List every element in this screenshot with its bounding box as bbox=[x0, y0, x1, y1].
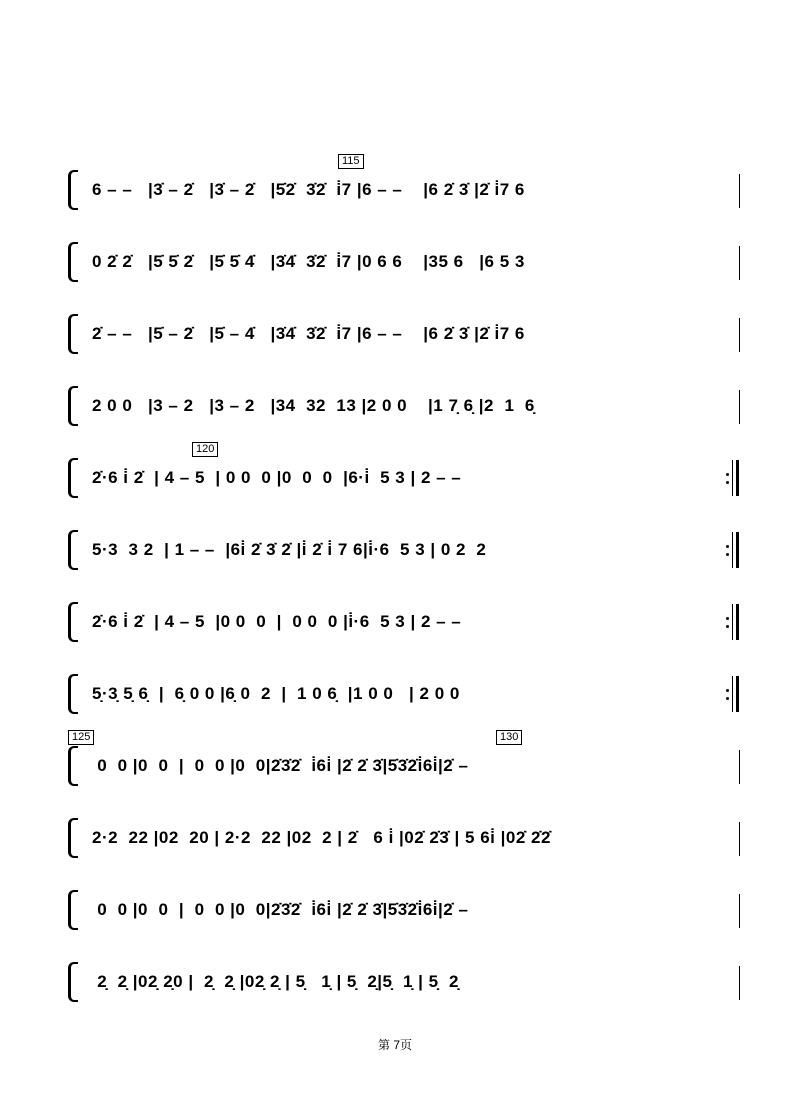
notation-line: 5·3 3 2 | 1 – – |6i̇ 2̇ 3̇ 2̇ |i̇ 2̇ i̇ 7 6|i̇·6 5 3 | 0 2 2 bbox=[92, 540, 487, 559]
staff-row bbox=[68, 962, 740, 1002]
brace bbox=[68, 746, 78, 786]
barline bbox=[739, 174, 740, 208]
notation-line: 0 0 |0 0 | 0 0 |0 0|2̇3̇2̇ i̇6i̇ |2̇ 2̇ 3̇|5̇3̇2̇i̇6i̇|2̇ – bbox=[92, 900, 469, 919]
brace bbox=[68, 962, 78, 1002]
barline bbox=[739, 822, 740, 856]
notation-line: 2·2 22 |02 20 | 2·2 22 |02 2 | 2̇ 6 i̇ |02̇ 2̇3̇ | 5 6i̇ |02̇ 2̇2̇ bbox=[92, 828, 551, 847]
staff-row bbox=[68, 170, 740, 210]
staff-row bbox=[68, 386, 740, 426]
staff-row bbox=[68, 818, 740, 858]
repeat-end-barline bbox=[732, 532, 740, 568]
measure-number: 115 bbox=[338, 154, 364, 169]
barline bbox=[739, 750, 740, 784]
barline bbox=[739, 894, 740, 928]
barline bbox=[739, 246, 740, 280]
barline bbox=[739, 318, 740, 352]
brace bbox=[68, 386, 78, 426]
notation-line: 5̣·3̣ 5̣ 6̣ | 6̣ 0 0 |6̣ 0 2 | 1 0 6̣ |1 0 0 | 2 0 0 bbox=[92, 684, 460, 703]
brace bbox=[68, 314, 78, 354]
barline bbox=[739, 390, 740, 424]
brace bbox=[68, 890, 78, 930]
notation-line: 2̇·6 i̇ 2̇ | 4 – 5 |0 0 0 | 0 0 0 |i̇·6 5 3 | 2 – – bbox=[92, 612, 462, 631]
brace bbox=[68, 530, 78, 570]
brace bbox=[68, 674, 78, 714]
staff-row bbox=[68, 746, 740, 786]
repeat-end-barline bbox=[732, 676, 740, 712]
staff-row bbox=[68, 602, 740, 642]
staff-row bbox=[68, 530, 740, 570]
notation-line: 6 – – |3̇ – 2̇ |3̇ – 2̇ |5̇2̇ 3̇2̇ i̇7 |6 – – |6 2̇ 3̇ |2̇ i̇7 6 bbox=[92, 180, 525, 199]
brace bbox=[68, 458, 78, 498]
measure-number: 125 bbox=[68, 730, 94, 745]
barline bbox=[739, 966, 740, 1000]
staff-row bbox=[68, 674, 740, 714]
brace bbox=[68, 242, 78, 282]
notation-line: 2 0 0 |3 – 2 |3 – 2 |34 32 13 |2 0 0 |1 7̣ 6̣ |2 1 6̣ bbox=[92, 396, 535, 415]
staff-row bbox=[68, 458, 740, 498]
notation-line: 2̇·6 i̇ 2̇ | 4 – 5 | 0 0 0 |0 0 0 |6·i̇ 5 3 | 2 – – bbox=[92, 468, 462, 487]
measure-number: 120 bbox=[192, 442, 218, 457]
notation-line: 2̣ 2̣ |02̣ 2̣0 | 2̣ 2̣ |02̣ 2̣ | 5̣ 1̣ | 5̣ 2̣|5̣ 1̣ | 5̣ 2̣ bbox=[92, 972, 459, 991]
notation-line: 0 0 |0 0 | 0 0 |0 0|2̇3̇2̇ i̇6i̇ |2̇ 2̇ 3̇|5̇3̇2̇i̇6i̇|2̇ – bbox=[92, 756, 469, 775]
brace bbox=[68, 602, 78, 642]
repeat-end-barline bbox=[732, 604, 740, 640]
notation-line: 0 2̇ 2̇ |5̇ 5̇ 2̇ |5̇ 5̇ 4̇ |3̇4̇ 3̇2̇ i̇7 |0 6 6 |35 6 |6 5 3 bbox=[92, 252, 525, 271]
staff-row bbox=[68, 242, 740, 282]
staff-row bbox=[68, 890, 740, 930]
repeat-end-barline bbox=[732, 460, 740, 496]
brace bbox=[68, 170, 78, 210]
page-number: 第 7页 bbox=[377, 1038, 412, 1052]
staff-row bbox=[68, 314, 740, 354]
measure-number: 130 bbox=[496, 730, 522, 745]
notation-line: 2̇ – – |5̇ – 2̇ |5̇ – 4̇ |3̇4̇ 3̇2̇ i̇7 |6 – – |6 2̇ 3̇ |2̇ i̇7 6 bbox=[92, 324, 525, 343]
brace bbox=[68, 818, 78, 858]
